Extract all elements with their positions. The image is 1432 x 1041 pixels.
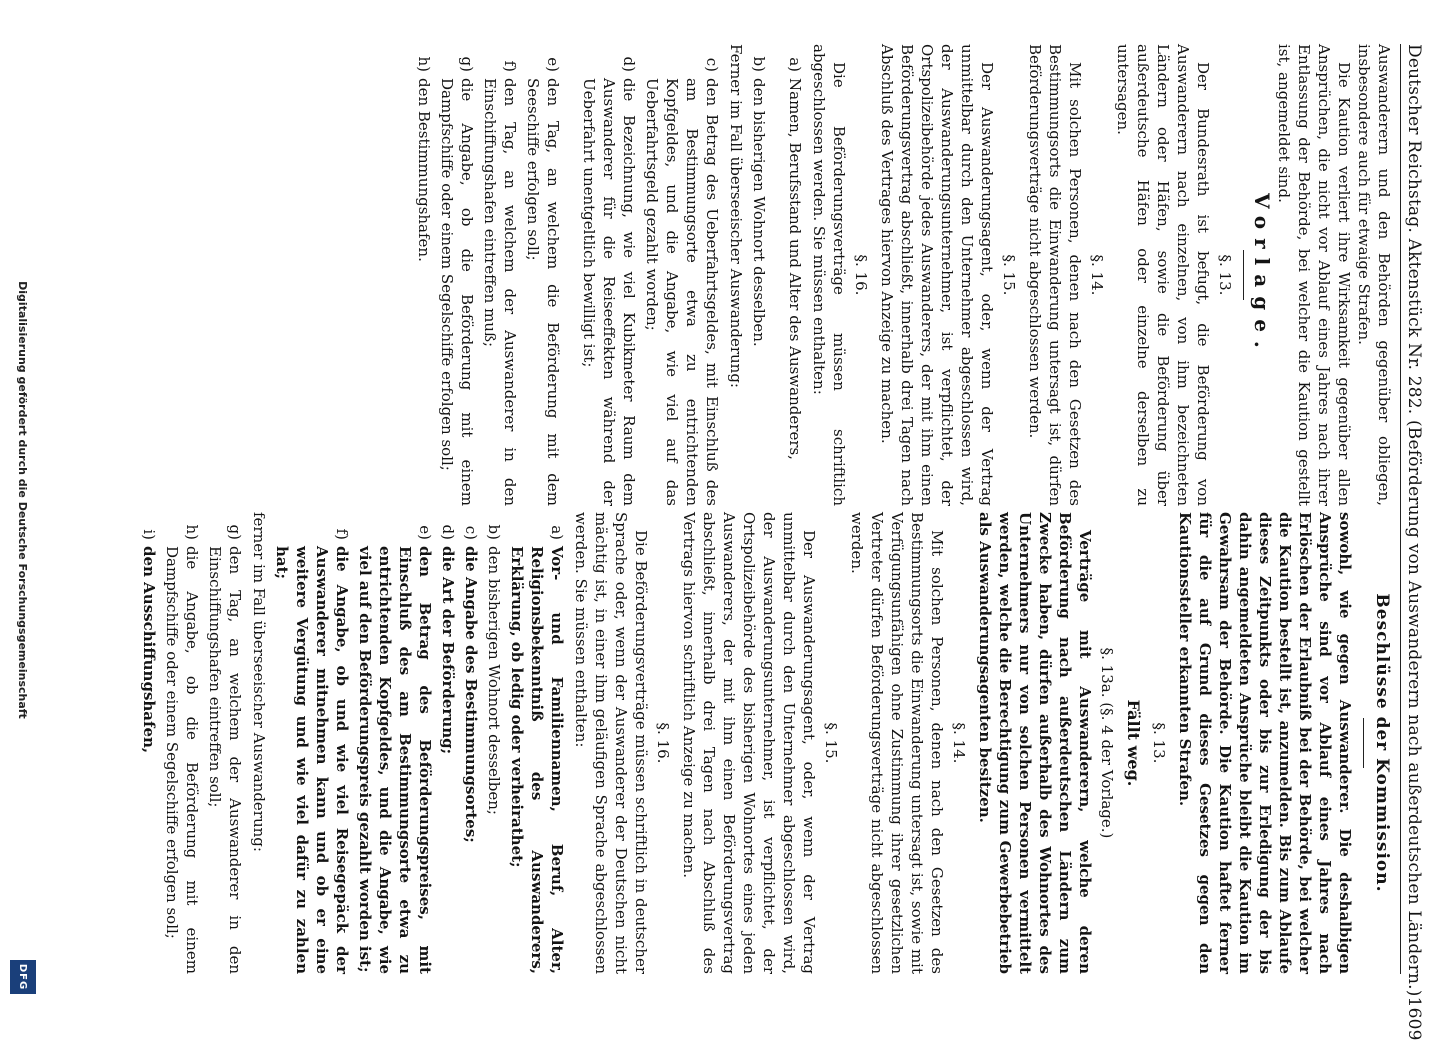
- right-section-16-heading: §. 16.: [654, 722, 672, 764]
- left-column-title: Vorlage.: [1250, 193, 1274, 357]
- left-list-a-b: [749, 44, 805, 506]
- right-section-14-heading: §. 14.: [950, 722, 968, 764]
- list-item: [272, 512, 352, 974]
- list-marker: d): [620, 56, 638, 72]
- list-text: die Angabe, ob und wie viel Reisegepäck der Auswanderer mitnehmen kann und ob er eine weitere Vergütung und wie viel dafür zu zahlen hat;: [273, 546, 351, 974]
- list-item: [139, 512, 159, 974]
- list-item: [162, 512, 202, 974]
- right-section-13-heading: §. 13.: [1150, 722, 1168, 764]
- list-text: den Bestimmungshafen.: [415, 78, 433, 262]
- spacer: [772, 44, 782, 506]
- list-item: [484, 512, 504, 974]
- list-item: [461, 512, 481, 974]
- list-marker: b): [485, 524, 503, 540]
- left-list-c-h: [414, 44, 722, 506]
- list-item: [480, 44, 520, 506]
- left-section-15-heading: §. 15.: [1000, 254, 1018, 296]
- list-marker: i): [140, 529, 158, 540]
- list-marker: d): [439, 524, 457, 540]
- list-text: den Betrag des Ueberfahrtsgeldes, mit Einschluß des am Bestimmungsorte etwa zu entrichtenden Kopfgeldes, und die Angabe, wie viel auf das Ueberfahrtsgeld gezahlt worden;: [643, 78, 721, 506]
- list-item: [642, 44, 722, 506]
- left-section-13-heading: §. 13.: [1216, 254, 1234, 296]
- right-column-title: Beschlüsse der Kommission.: [1372, 593, 1392, 893]
- left-column-vorlage: [136, 44, 1394, 506]
- spacer: [566, 44, 576, 506]
- title-rule: [1243, 250, 1244, 300]
- right-section-13a-text: Verträge mit Auswanderern, welche deren Beförderung nach außerdeutschen Ländern zum Zwecke haben, dürfen außerhalb des Wohnortes des Unternehmers nur von solchen Personen vermittelt werden, welche die Berechtigung zum Gewerbebetrieb als Auswanderungsagenten besitzen.: [976, 512, 1094, 974]
- list-item: [579, 44, 639, 506]
- digitization-credit: Digitalisierung gefördert durch die Deutsche Forschungsgemeinschaft: [16, 281, 30, 719]
- list-marker: e): [416, 525, 434, 540]
- list-marker: a): [786, 57, 804, 72]
- left-section-14-text: Mit solchen Personen, denen nach den Gesetzen des Bestimmungsorts die Einwanderung untersagt ist, dürfen Beförderungsverträge nicht abgeschlossen werden.: [1026, 44, 1084, 506]
- list-text: Namen, Berufsstand und Alter des Auswanderers,: [786, 78, 804, 460]
- right-section-13a-heading: §. 13a. (§. 4 der Vorlage.): [1098, 647, 1116, 839]
- right-column-beschluesse: [136, 512, 1394, 974]
- right-ferner-line: ferner im Fall überseeischer Auswanderung:: [250, 512, 268, 852]
- list-marker: f): [501, 60, 519, 72]
- list-item: [414, 44, 434, 506]
- left-section-16-heading: §. 16.: [852, 254, 870, 296]
- list-text: den Betrag des Beförderungspreises, mit Einschluß des am Bestimmungsorte etwa zu entrichtenden Kopfgeldes, und die Angabe, wie viel auf den Beförderungspreis gezahlt worden ist;: [356, 546, 434, 974]
- right-section-13-text: Fällt weg.: [1124, 699, 1143, 787]
- list-item: [507, 512, 567, 974]
- left-section-13-text: Der Bundesrath ist befugt, die Beförderung von Auswanderern nach einzelnen, von ihm bezeichneten Ländern oder Häfen, sowie die Beförderung über außerdeutsche Häfen oder einzelne derselben zu untersagen.: [1114, 44, 1212, 506]
- right-section-15-text: Der Auswanderungsagent, oder, wenn der Vertrag unmittelbar durch den Unternehmer abgeschlossen wird, der Auswanderungsunternehmer, ist verpflichtet, der Ortspolizeibehörde des bisherigen Wohnortes eines jeden Auswanderers, der mit ihm einen Beförderungsvertrag abschließt, innerhalb drei Tagen nach Abschluß des Vertrags hiervon schriftlich Anzeige zu machen.: [680, 512, 818, 974]
- list-text: den Tag, an welchem die Beförderung mit dem Seeschiffe erfolgen soll;: [524, 78, 562, 506]
- list-item: [437, 44, 477, 506]
- list-item: [523, 44, 563, 506]
- two-column-body: [136, 44, 1394, 974]
- header-title: Deutscher Reichstag. Aktenstück Nr. 282. (Beförderung von Auswanderern nach außerdeutschen Ländern.): [1404, 44, 1424, 997]
- list-item: [749, 44, 769, 506]
- right-section-14-text: Mit solchen Personen, denen nach den Gesetzen des Bestimmungsorts die Einwanderung untersagt ist, sowie mit Verfügungsunfähigen ohne Zustimmung ihrer gesetzlichen Vertreter dürfen Beförderungsverträge nicht abgeschlossen werden.: [848, 512, 946, 974]
- list-marker: g): [226, 524, 244, 540]
- list-item: [438, 512, 458, 974]
- left-intro-paragraph-1: Auswanderern und den Behörden gegenüber obliegen, insbesondere auch für etwaige Strafen.: [1355, 44, 1393, 506]
- list-marker: b): [750, 56, 768, 72]
- left-intro-paragraph-2: Die Kaution verliert ihre Wirksamkeit gegenüber allen Ansprüchen, die nicht vor Ablauf eines Jahres nach ihrer Entlassung der Behörde, bei welcher die Kaution gestellt ist, angemeldet sind.: [1275, 44, 1353, 506]
- list-text: die Angabe des Bestimmungsortes;: [462, 546, 480, 843]
- list-marker: h): [183, 524, 201, 540]
- right-list-g-i: [139, 512, 245, 974]
- list-text: die Art der Beförderung;: [439, 546, 457, 755]
- right-list-a-f: [272, 512, 567, 974]
- list-text: Vor- und Familiennamen, Beruf, Alter, Religionsbekenntniß des Auswanderers, Erklärung, ob ledig oder verheirathet;: [508, 546, 566, 974]
- list-marker: c): [703, 57, 721, 72]
- left-section-16-text: Die Beförderungsverträge müssen schriftlich abgeschlossen werden. Sie müssen enthalten:: [810, 44, 848, 506]
- dfg-logo: DFG: [10, 960, 36, 994]
- left-ferner-line: Ferner im Fall überseeischer Auswanderung:: [727, 44, 745, 388]
- list-text: den Tag, an welchem der Auswanderer in den Einschiffungshafen eintreffen muß;: [481, 78, 519, 506]
- list-text: den Tag, an welchem der Auswanderer in den Einschiffungshafen eintreffen soll;: [206, 546, 244, 974]
- list-marker: h): [415, 56, 433, 72]
- list-marker: a): [548, 525, 566, 540]
- right-section-16-text: Die Beförderungsverträge müssen schriftlich in deutscher Sprache oder, wenn der Auswanderer der Deutschen nicht mächtig ist, in einer ihm geläufigen Sprache abgeschlossen werden. Sie müssen enthalten:: [572, 512, 650, 974]
- right-section-15-heading: §. 15.: [822, 722, 840, 764]
- list-marker: c): [462, 525, 480, 540]
- page-header: [1400, 44, 1424, 1041]
- list-marker: f): [333, 528, 351, 540]
- left-section-14-heading: §. 14.: [1088, 254, 1106, 296]
- list-marker: g): [458, 56, 476, 72]
- right-intro-paragraph: sowohl, wie gegen Auswanderer. Die deshalbigen Ansprüche sind vor Ablauf eines Jahres nach Erlöschen der Erlaubniß bei der Behörde, bei welcher die Kaution bestellt ist, anzumelden. Bis zum Ablaufe dieses Zeitpunkts oder bis zur Erledigung der bis dahin angemeldeten Ansprüche bleibt die Kaution im Gewahrsam der Behörde. Die Kaution haftet ferner für die auf Grund dieses Gesetzes gegen den Kautionssteller erkannten Strafen.: [1176, 512, 1354, 974]
- list-text: den bisherigen Wohnort desselben;: [485, 546, 503, 815]
- list-text: den bisherigen Wohnort desselben.: [750, 78, 768, 347]
- list-text: die Angabe, ob die Beförderung mit einem Dampfschiffe oder einem Segelschiffe erfolgen soll;: [163, 546, 201, 974]
- title-rule: [1363, 718, 1364, 768]
- list-item: [205, 512, 245, 974]
- list-item: [355, 512, 435, 974]
- list-text: die Angabe, ob die Beförderung mit einem Dampfschiffe oder einem Segelschiffe erfolgen soll;: [438, 78, 476, 506]
- page-number: 1609: [1404, 996, 1424, 1041]
- list-text: den Ausschiffungshafen,: [140, 546, 158, 754]
- list-text: die Bezeichnung, wie viel Kubikmeter Raum dem Auswanderer für die Reiseeffekten während der Ueberfahrt unentgeltlich bewilligt ist;: [580, 78, 638, 506]
- left-section-15-text: Der Auswanderungsagent, oder, wenn der Vertrag unmittelbar durch den Unternehmer abgeschlossen wird, der Auswanderungsunternehmer, ist verpflichtet, der Ortspolizeibehörde jedes Auswanderers, der mit ihm einen Beförderungsvertrag abschließt, innerhalb drei Tagen nach Abschluß des Vertrages hiervon Anzeige zu machen.: [878, 44, 996, 506]
- list-item: [785, 44, 805, 506]
- list-marker: e): [544, 57, 562, 72]
